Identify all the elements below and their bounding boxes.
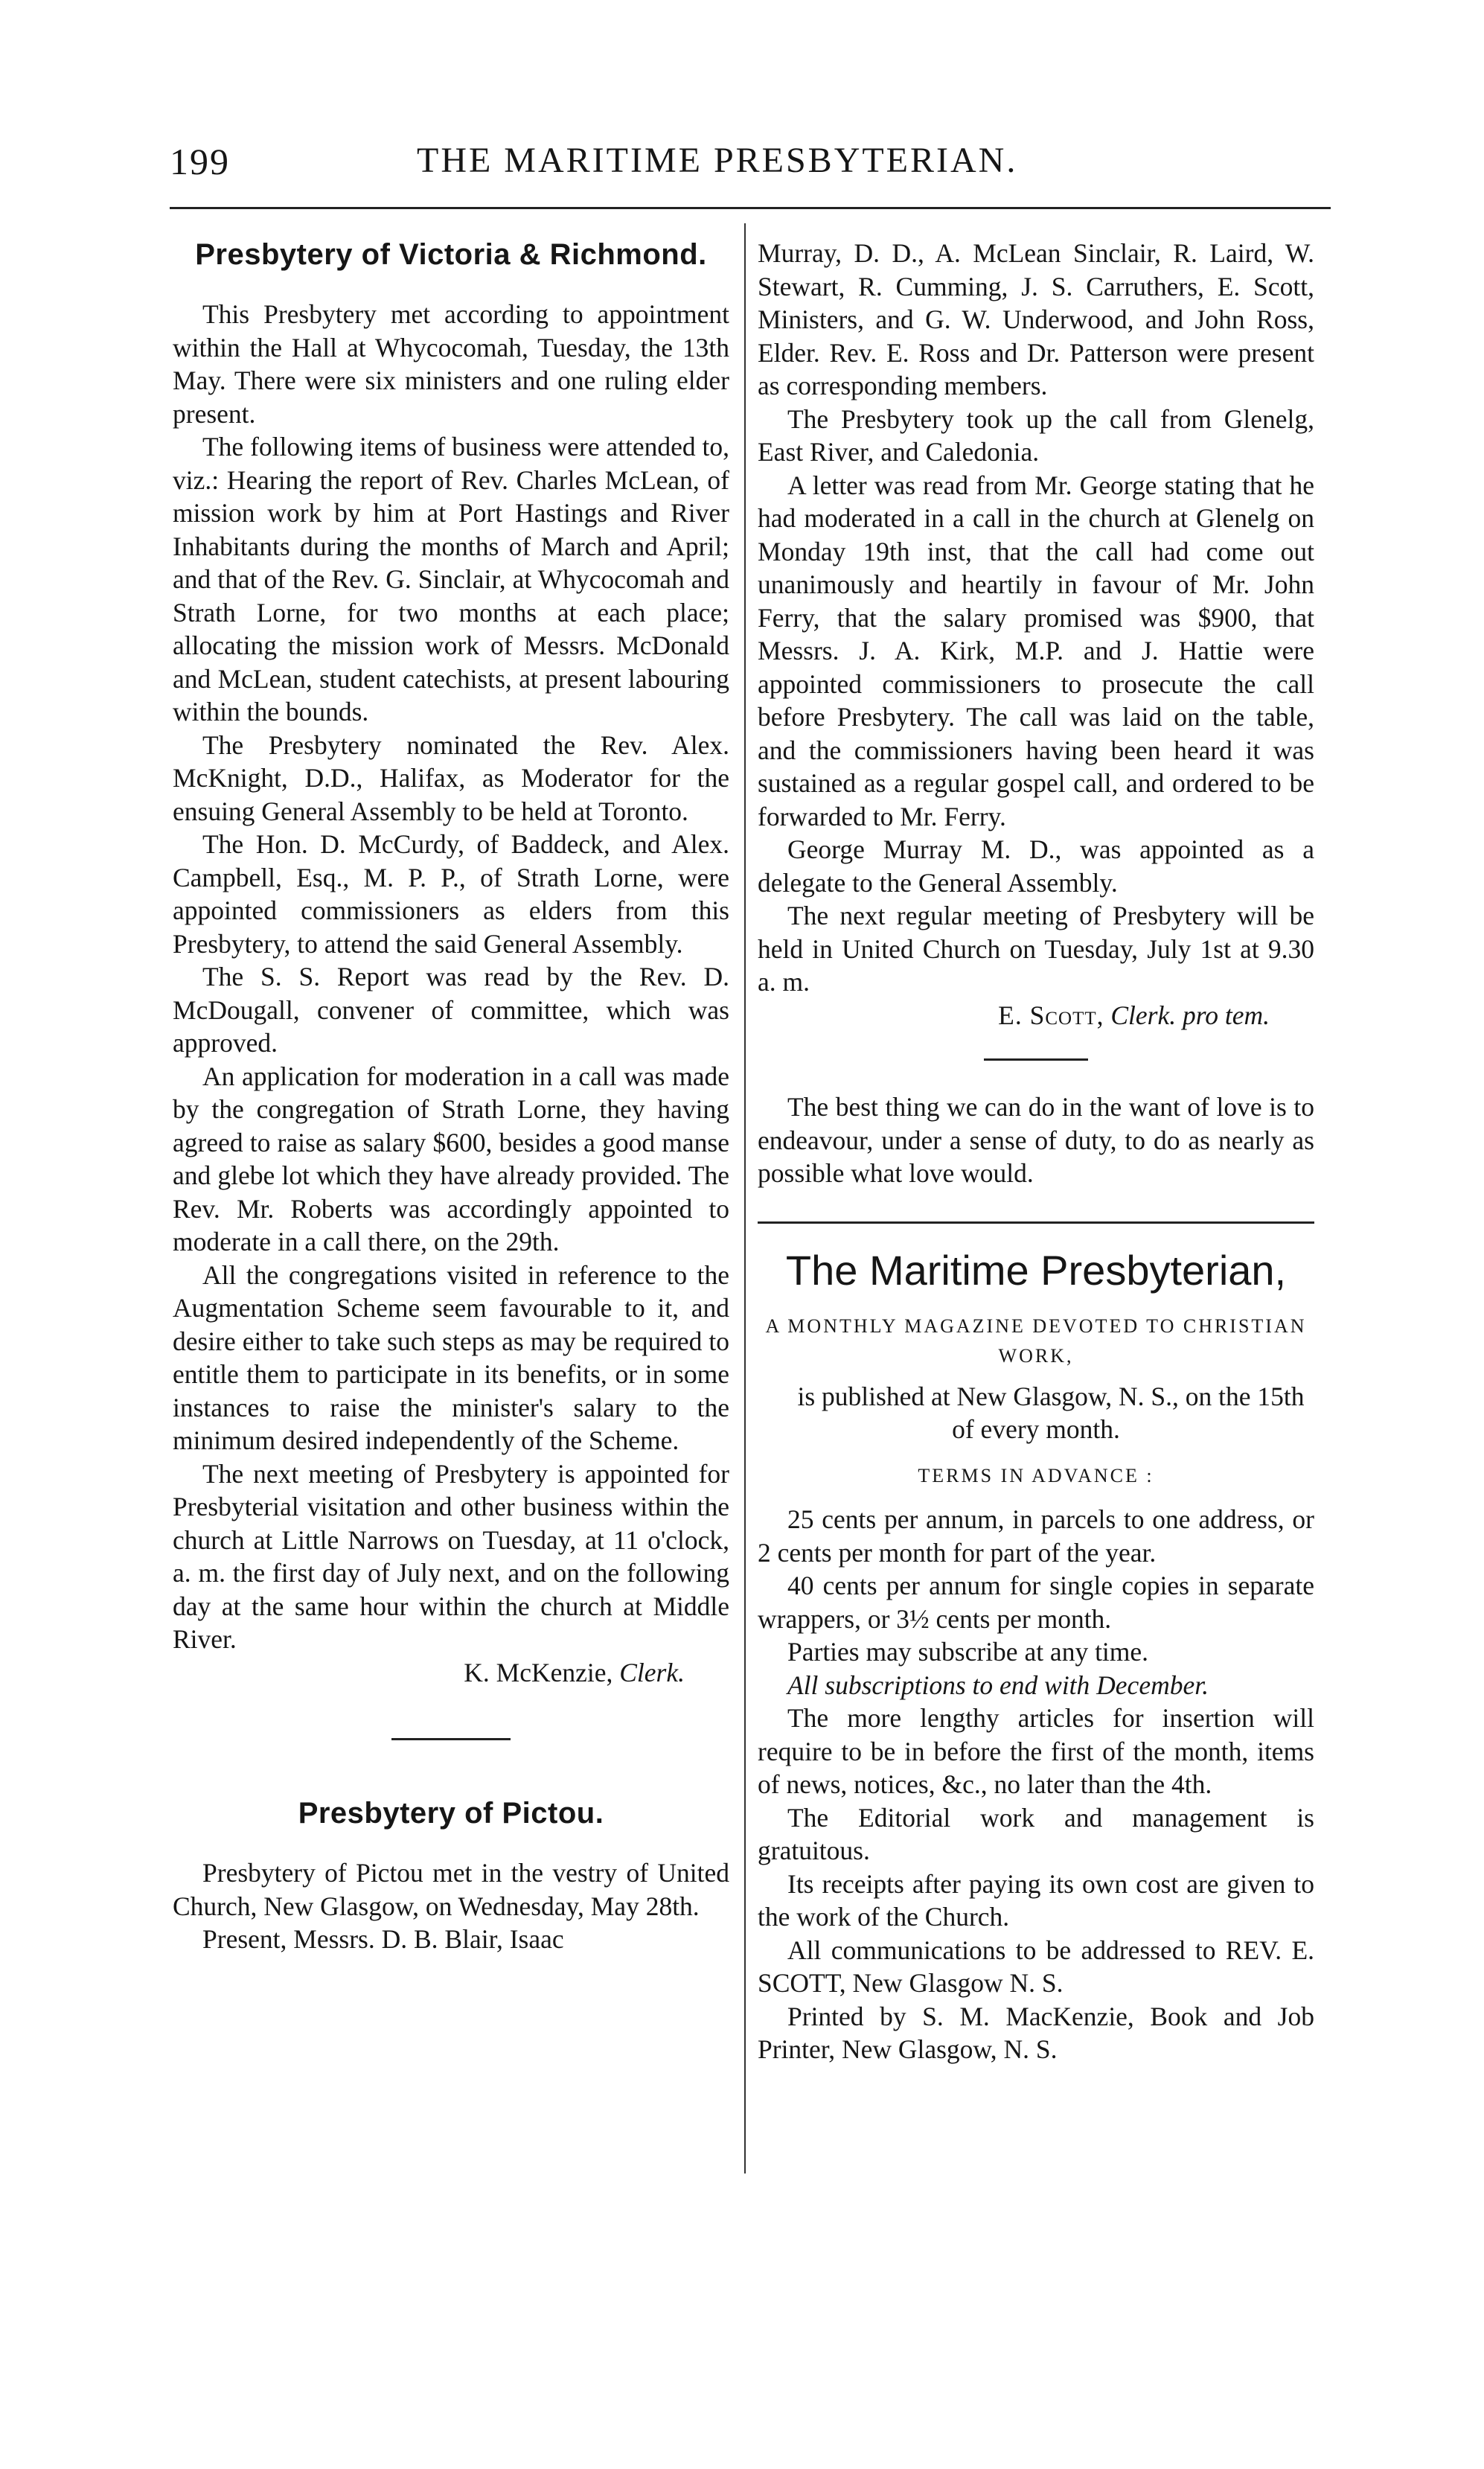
filler-quote (758, 1090, 1314, 1190)
article-heading: Presbytery of Victoria & Richmond. (195, 238, 707, 271)
page-title: THE MARITIME PRESBYTERIAN. (417, 141, 1018, 180)
terms-item: All communications to be addressed to REV. E. SCOTT, New Glasgow N. S. (758, 1935, 1314, 1998)
column-divider (744, 223, 746, 2173)
masthead-subtitle: A MONTHLY MAGAZINE DEVOTED TO CHRISTIAN WORK, (765, 1315, 1307, 1367)
terms-item: The more lengthy articles for insertion will require to be in before the first of the month, items of news, notices, &c., no later than the 4th. (758, 1703, 1314, 1799)
filler-paragraph: The best thing we can do in the want of love is to endeavour, under a sense of duty, to do as nearly as possible what love would. (758, 1092, 1314, 1188)
section-rule (391, 1738, 511, 1740)
masthead-title: The Maritime Presbyterian, (785, 1246, 1287, 1294)
article-victoria-richmond (173, 237, 729, 1689)
publication-info: is published at New Glasgow, N. S., on the 15th of every month. (797, 1381, 1305, 1444)
article-paragraph: The Hon. D. McCurdy, of Baddeck, and Alex. Campbell, Esq., M. P. P., of Strath Lorne, were appointed commissioners as elders from this Presbytery, to attend the said General Assembly. (173, 829, 729, 959)
signature-name: K. McKenzie, (464, 1657, 613, 1687)
running-header (170, 140, 1331, 192)
article-paragraph: This Presbytery met according to appointment within the Hall at Whycocomah, Tuesday, the 13th May. There were six ministers and one ruling elder present. (173, 299, 729, 429)
article-paragraph: Presbytery of Pictou met in the vestry of United Church, New Glasgow, on Wednesday, May 28th. (173, 1858, 729, 1921)
article-paragraph: The Presbytery took up the call from Glenelg, East River, and Caledonia. (758, 403, 1314, 467)
terms-item: Parties may subscribe at any time. (787, 1637, 1149, 1667)
article-paragraph: The next regular meeting of Presbytery will be held in United Church on Tuesday, July 1st at 9.30 a. m. (758, 901, 1314, 997)
article-paragraph: George Murray M. D., was appointed as a delegate to the General Assembly. (758, 834, 1314, 898)
article-paragraph: The S. S. Report was read by the Rev. D. McDougall, convener of committee, which was approved. (173, 962, 729, 1058)
left-column (173, 237, 729, 1956)
terms-item: Printed by S. M. MacKenzie, Book and Job Printer, New Glasgow, N. S. (758, 2001, 1314, 2064)
article-pictou (173, 1795, 729, 1956)
page-number: 199 (170, 141, 230, 182)
article-paragraph: The following items of business were attended to, viz.: Hearing the report of Rev. Charles McLean, of mission work by him at Port Hastings and River Inhabitants during the months of March and April; and that of the Rev. G. Sinclair, at Whycocomah and Strath Lorne, for two months at each place; allocating the mission work of Messrs. McDonald and McLean, student catechists, at present labouring within the bounds. (173, 432, 729, 726)
masthead-rule (758, 1221, 1314, 1224)
masthead-box (758, 1246, 1314, 2066)
terms-item: Its receipts after paying its own cost are given to the work of the Church. (758, 1868, 1314, 1932)
section-rule (984, 1058, 1088, 1061)
article-paragraph: All the congregations visited in reference to the Augmentation Scheme seem favourable to it, and desire either to take such steps as may be required to entitle them to participate in its benefits, or in some instances to raise the minister's salary to the minimum desired independently of the Scheme. (173, 1259, 729, 1455)
terms-item: All subscriptions to end with December. (787, 1670, 1209, 1700)
terms-label: TERMS IN ADVANCE : (918, 1464, 1154, 1486)
article-signature (173, 1656, 729, 1690)
article-pictou-continued (758, 237, 1314, 1032)
terms-item: 40 cents per annum for single copies in separate wrappers, or 3½ cents per month. (758, 1571, 1314, 1634)
signature-role: Clerk. pro tem. (1110, 1000, 1270, 1030)
signature-role: Clerk. (619, 1657, 685, 1687)
article-paragraph: Murray, D. D., A. McLean Sinclair, R. Laird, W. Stewart, R. Cumming, J. S. Carruthers, E. Scott, Ministers, and G. W. Underwood, and John Ross, Elder. Rev. E. Ross and Dr. Patterson were present as corresponding members. (758, 238, 1314, 400)
article-paragraph: A letter was read from Mr. George stating that he had moderated in a call in the church at Glenelg on Monday 19th inst, that the call had come out unanimously and heartily in favour of Mr. John Ferry, that the salary promised was $900, that Messrs. J. A. Kirk, M.P. and J. Hattie were appointed commissioners to prosecute the call before Presbytery. The call was laid on the table, and the commissioners having been heard it was sustained as a regular gospel call, and ordered to be forwarded to Mr. Ferry. (758, 470, 1314, 831)
signature-name: E. Scott, (998, 1000, 1104, 1030)
article-signature (758, 999, 1314, 1032)
header-rule (170, 207, 1331, 209)
terms-item: The Editorial work and management is gratuitous. (758, 1802, 1314, 1865)
article-paragraph: An application for moderation in a call was made by the congregation of Strath Lorne, they having agreed to raise as salary $600, besides a good manse and glebe lot which they have already provided. The Rev. Mr. Roberts was accordingly appointed to moderate in a call there, on the 29th. (173, 1061, 729, 1256)
article-paragraph: Present, Messrs. D. B. Blair, Isaac (202, 1924, 564, 1954)
right-column (758, 237, 1314, 2066)
article-heading: Presbytery of Pictou. (298, 1797, 604, 1830)
article-paragraph: The next meeting of Presbytery is appointed for Presbyterial visitation and other business within the church at Little Narrows on Tuesday, at 11 o'clock, a. m. the first day of July next, and on the following day at the same hour within the church at Middle River. (173, 1458, 729, 1654)
article-paragraph: The Presbytery nominated the Rev. Alex. McKnight, D.D., Halifax, as Moderator for the ensuing General Assembly to be held at Toronto. (173, 729, 729, 826)
terms-item: 25 cents per annum, in parcels to one address, or 2 cents per month for part of the year. (758, 1504, 1314, 1568)
